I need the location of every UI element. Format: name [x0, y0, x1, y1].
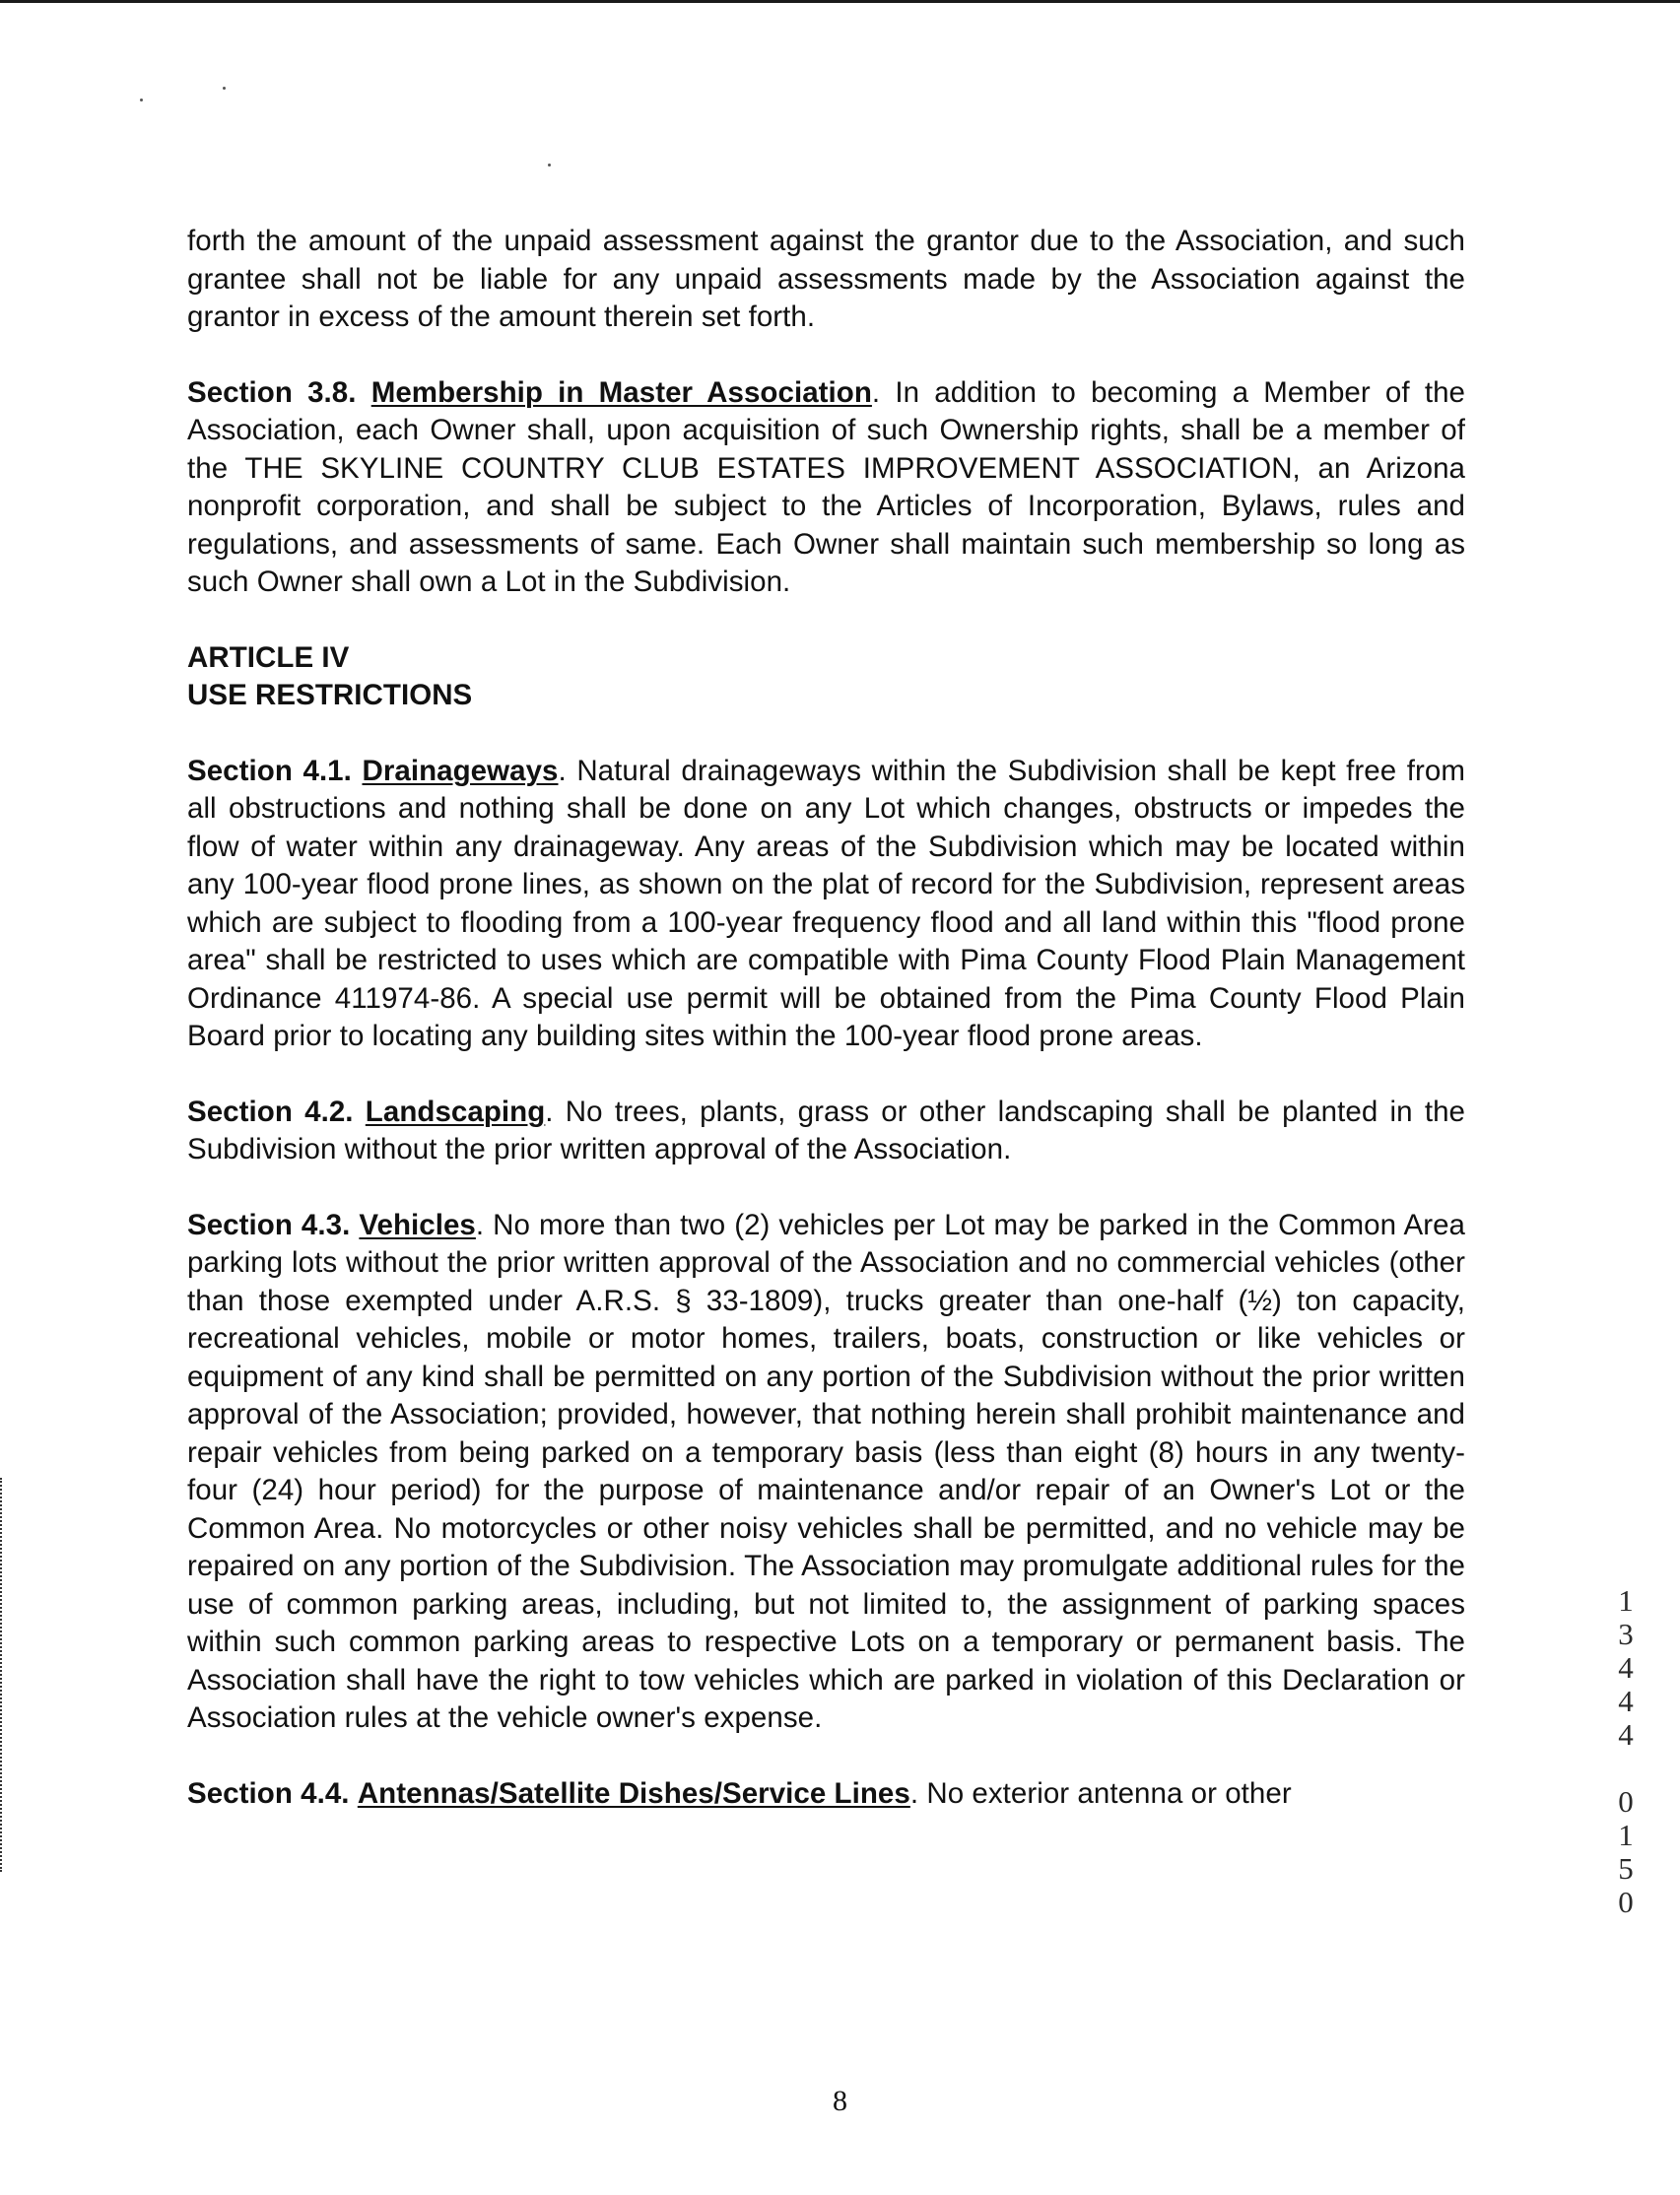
section-4-3 — [187, 1207, 1465, 1738]
scan-speck — [140, 99, 143, 101]
scan-speck — [548, 164, 551, 166]
section-title: Membership in Master Association — [370, 375, 872, 409]
section-title: Antennas/Satellite Dishes/Service Lines — [357, 1776, 910, 1810]
scan-left-edge — [0, 1478, 4, 1872]
section-text: . No exterior antenna or other — [909, 1776, 1292, 1810]
section-text: . No more than two (2) vehicles per Lot may be parked in the Common Area parking lots without the prior written approval of the Association and no commercial vehicles (other than those exempted under A.R.S. § 33-1809), trucks greater than one-half (½) ton capacity, recreational vehicles, mobile or motor homes, trailers, boats, construction or like vehicles or equipment of any kind shall be permitted on any portion of the Subdivision without the prior written approval of the Association; provided, however, that nothing herein shall prohibit maintenance and repair vehicles from being parked on a temporary basis (less than eight (8) hours in any twenty-four (24) hour period) for the purpose of maintenance and/or repair of an Owner's Lot or the Common Area. No motorcycles or other noisy vehicles shall be permitted, and no vehicle may be repaired on any portion of the Subdivision. The Association may promulgate additional rules for the use of common parking areas, including, but not limited to, the assignment of parking spaces within such common parking areas to respective Lots on a temporary or permanent basis. The Association shall have the right to tow vehicles which are parked in violation of this Declaration or Association rules at the vehicle owner's expense. — [187, 1208, 1466, 1734]
section-label: Section 4.2. — [187, 1095, 354, 1128]
scan-top-border — [0, 0, 1680, 3]
section-text: . No trees, plants, grass or other landscaping shall be planted in the Subdivision without the prior written approval of the Association. — [187, 1095, 1465, 1165]
section-title: Landscaping — [365, 1095, 546, 1128]
section-label: Section 4.1. — [187, 754, 352, 787]
section-4-2 — [187, 1094, 1465, 1169]
section-title: Drainageways — [362, 754, 559, 787]
paragraph-continuation: forth the amount of the unpaid assessment against the grantor due to the Association, and such grantee shall not be liable for any unpaid assessments made by the Association against the grantor in excess of the amount therein set forth. — [187, 225, 1465, 333]
section-label: Section 4.4. — [187, 1776, 350, 1810]
document-body — [187, 223, 1465, 1813]
scan-speck — [223, 87, 226, 90]
article-title: USE RESTRICTIONS — [187, 679, 473, 711]
section-4-4 — [187, 1775, 1465, 1814]
section-3-8 — [187, 374, 1465, 602]
section-text: . Natural drainageways within the Subdivision shall be kept free from all obstructions and nothing shall be done on any Lot which changes, obstructs or impedes the flow of water within any drainageway. Any areas of the Subdivision which may be located within any 100-year flood prone lines, as shown on the plat of record for the Subdivision, represent areas which are subject to flooding from a 100-year frequency flood and all land within this "flood prone area" shall be restricted to uses which are compatible with Pima County Flood Plain Management Ordinance 411974-86. A special use permit will be obtained from the Pima County Flood Plain Board prior to locating any building sites within the 100-year flood prone areas. — [187, 754, 1465, 1052]
section-label: Section 4.3. — [187, 1208, 351, 1241]
docket-stamp: 1 3 4 4 4 0 1 5 0 — [1618, 1583, 1634, 1919]
section-label: Section 3.8. — [187, 375, 357, 409]
section-4-1 — [187, 753, 1465, 1056]
article-number: ARTICLE IV — [187, 640, 350, 674]
section-text: . In addition to becoming a Member of the Association, each Owner shall, upon acquisition of such Ownership rights, shall be a member of the THE SKYLINE COUNTRY CLUB ESTATES IMPROVEMENT ASSOCIATION, an Arizona nonprofit corporation, and shall be subject to the Articles of Incorporation, Bylaws, rules and regulations, and assessments of same. Each Owner shall maintain such membership so long as such Owner shall own a Lot in the Subdivision. — [187, 375, 1465, 598]
page-number: 8 — [833, 2085, 847, 2117]
section-title: Vehicles — [359, 1208, 476, 1241]
